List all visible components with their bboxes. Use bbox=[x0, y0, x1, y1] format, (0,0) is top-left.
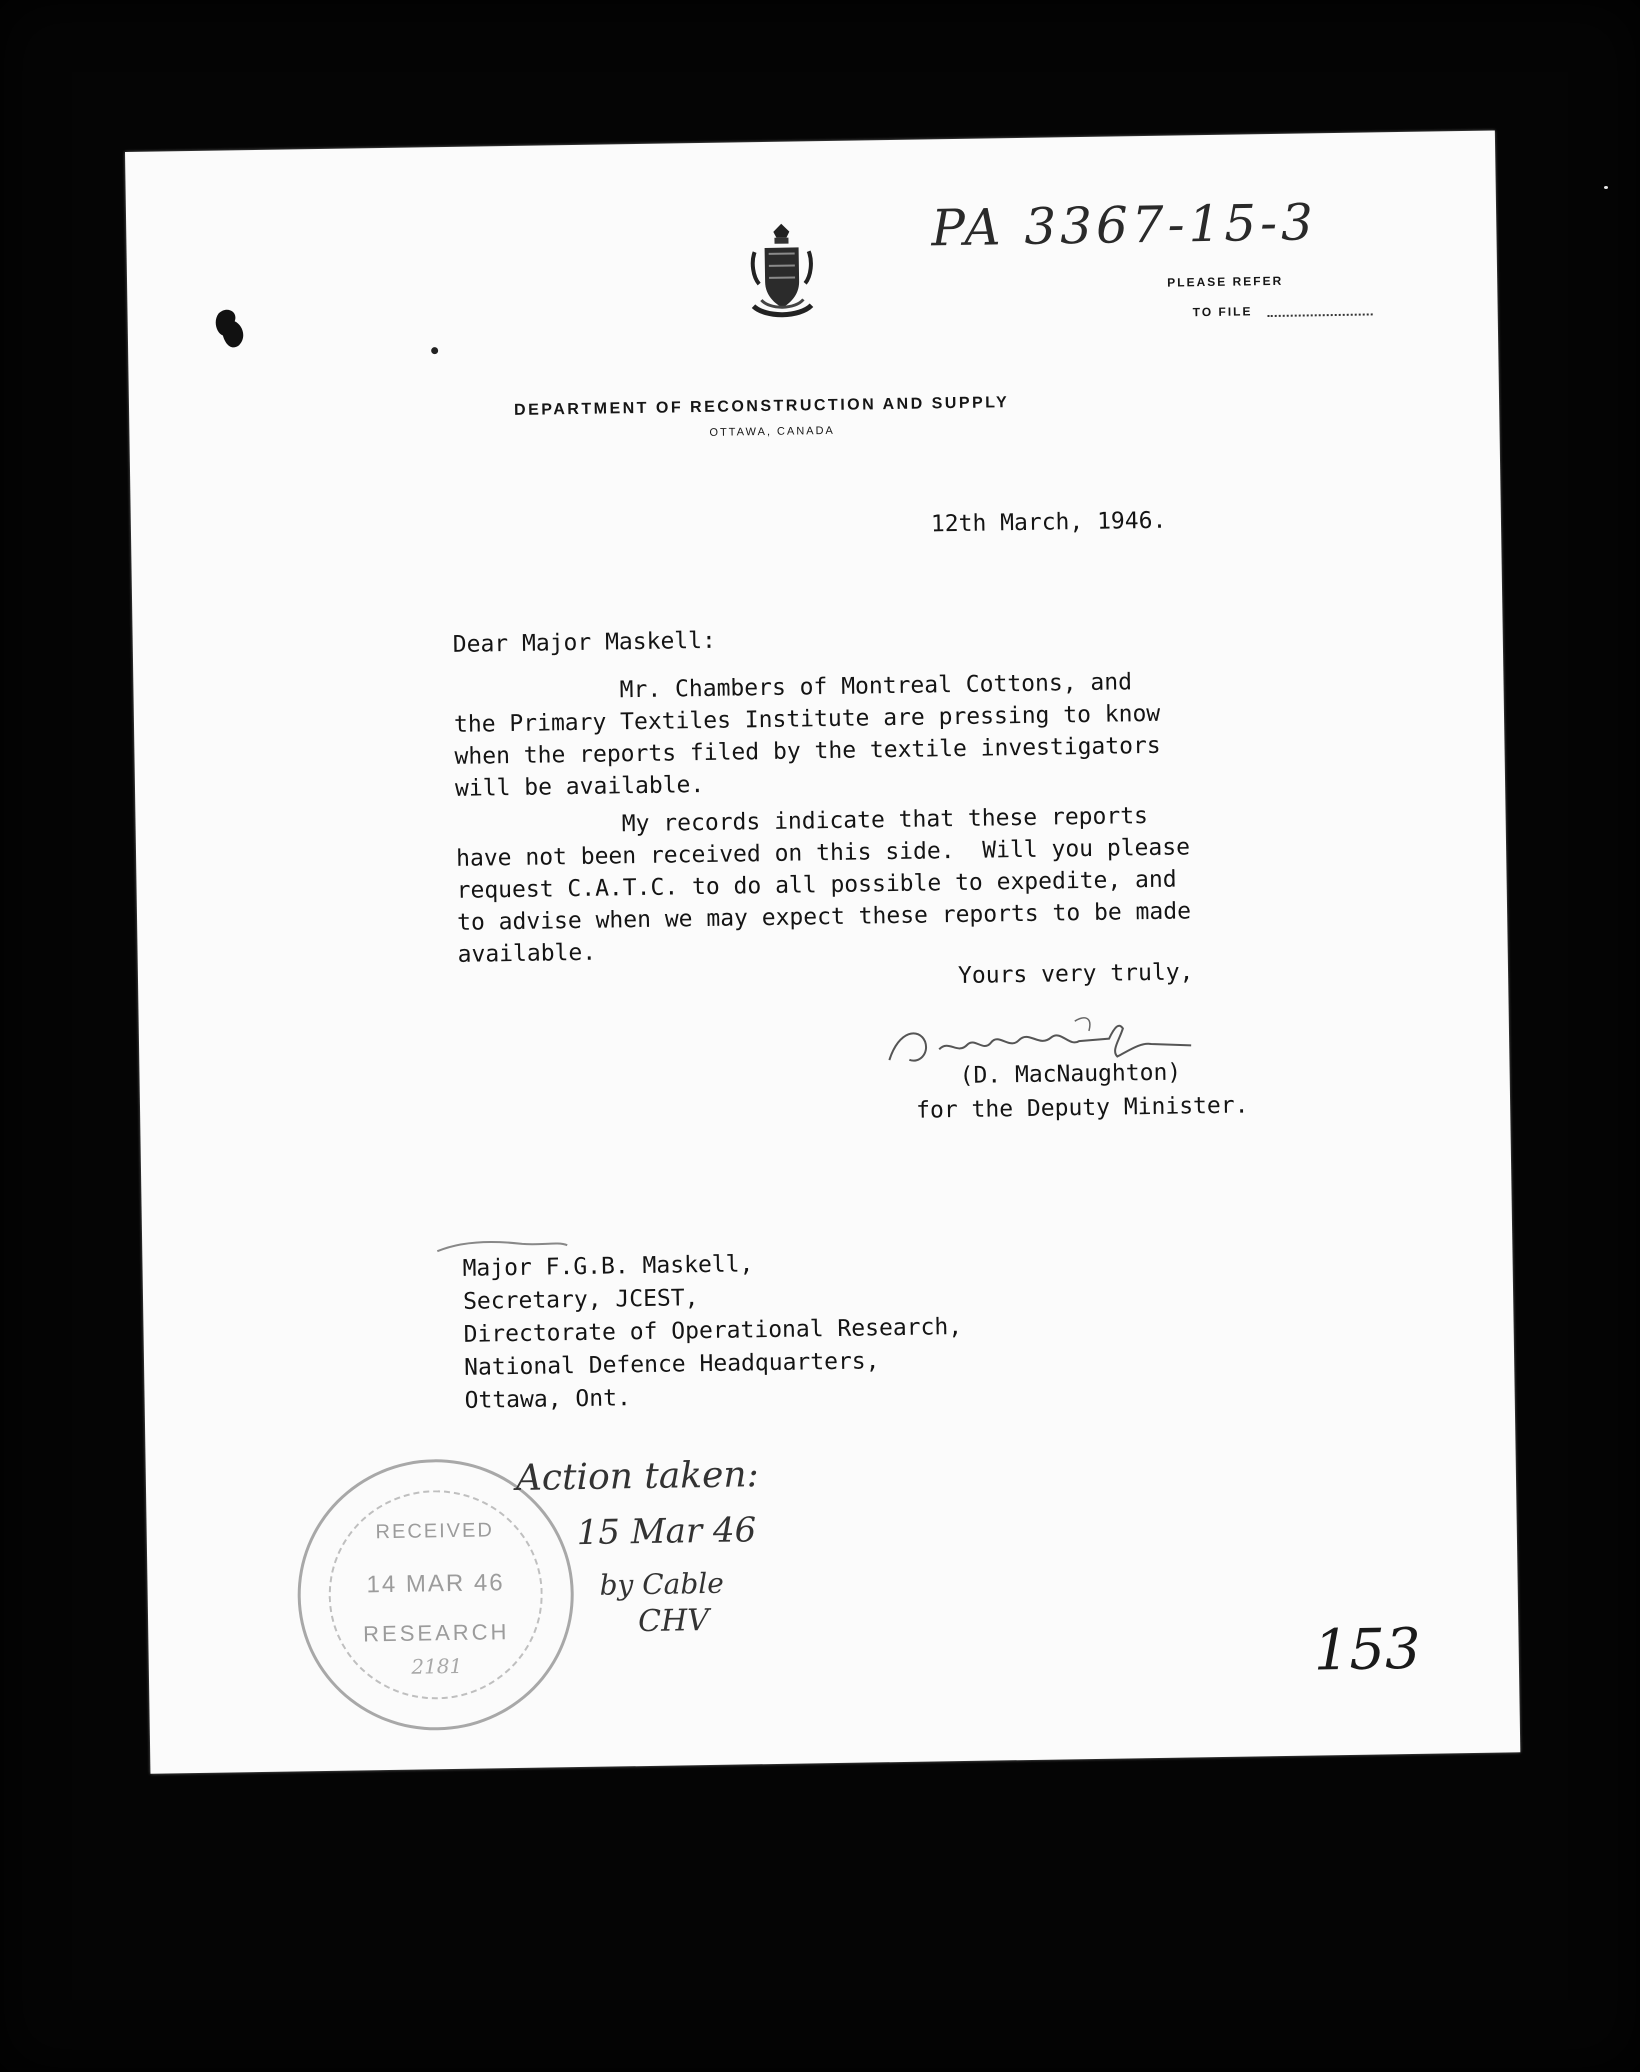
letter-page bbox=[125, 130, 1520, 1773]
stamp-received-text: RECEIVED bbox=[375, 1519, 494, 1544]
address-line-5: Ottawa, Ont. bbox=[464, 1385, 632, 1414]
coat-of-arms-icon bbox=[746, 221, 818, 322]
to-file-label: TO FILE bbox=[1192, 304, 1253, 320]
closing: Yours very truly, bbox=[957, 959, 1194, 990]
stamp-number: 2181 bbox=[411, 1653, 463, 1679]
address-line-1: Major F.G.B. Maskell, bbox=[462, 1251, 754, 1282]
dust-speck bbox=[1604, 186, 1608, 189]
department-heading: DEPARTMENT OF RECONSTRUCTION AND SUPPLY bbox=[513, 394, 1010, 419]
file-blank-line bbox=[1268, 313, 1373, 317]
address-line-2: Secretary, JCEST, bbox=[462, 1285, 699, 1315]
body-paragraph-2: My records indicate that these reports have not been received on this side. Will you please request C.A.T.C. to do all possible to expedite, and to advise when we may expect these reports to be made available. bbox=[455, 803, 1192, 968]
handwritten-note-line-4: CHV bbox=[637, 1603, 710, 1640]
signer-name: (D. MacNaughton) bbox=[959, 1059, 1182, 1090]
handwritten-note-line-1: Action taken: bbox=[515, 1454, 759, 1500]
stamp-date: 14 MAR 46 bbox=[366, 1569, 505, 1599]
please-refer-label: PLEASE REFER bbox=[1167, 273, 1284, 290]
stamp-department: RESEARCH bbox=[362, 1619, 510, 1647]
department-location: OTTAWA, CANADA bbox=[709, 424, 835, 439]
signer-title: for the Deputy Minister. bbox=[915, 1092, 1249, 1124]
ink-blot bbox=[212, 307, 249, 350]
letter-date: 12th March, 1946. bbox=[930, 507, 1167, 538]
address-line-3: Directorate of Operational Research, bbox=[463, 1313, 963, 1348]
address-line-4: National Defence Headquarters, bbox=[463, 1348, 880, 1381]
handwritten-note-line-2: 15 Mar 46 bbox=[576, 1510, 757, 1554]
page-number: 153 bbox=[1313, 1616, 1422, 1684]
salutation: Dear Major Maskell: bbox=[452, 627, 717, 658]
handwritten-note-line-3: by Cable bbox=[599, 1566, 725, 1602]
ink-dot bbox=[431, 347, 438, 354]
body-paragraph-1: Mr. Chambers of Montreal Cottons, and the Primary Textiles Institute are pressing to know when the reports filed by the textile investigators will be available. bbox=[453, 669, 1161, 802]
file-reference-handwritten: PA 3367-15-3 bbox=[930, 193, 1318, 258]
